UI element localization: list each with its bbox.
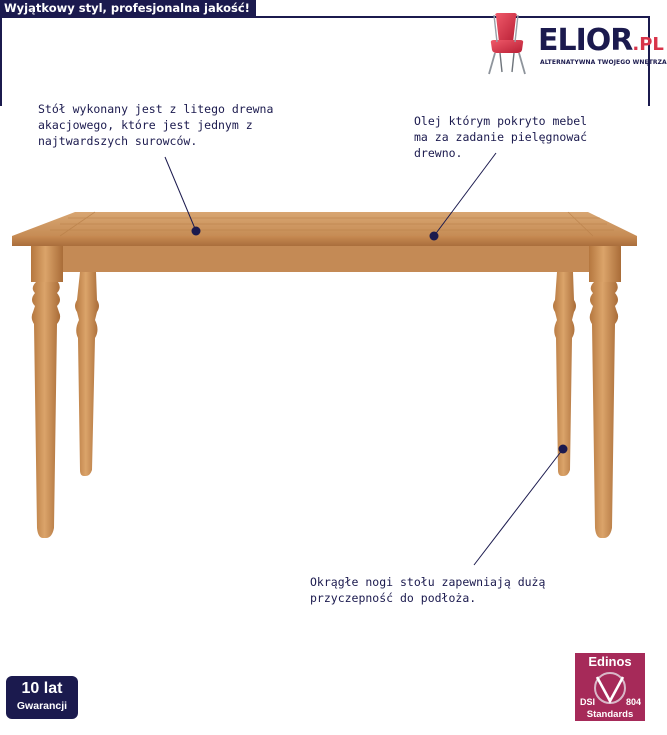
front-leg-left — [31, 246, 63, 538]
tagline: Wyjątkowy styl, profesjonalna jakość! — [0, 0, 256, 17]
edinos-dsi: DSI — [580, 697, 596, 707]
callout-line-legs — [474, 449, 563, 565]
front-leg-right — [589, 246, 621, 538]
edinos-badge — [575, 653, 645, 721]
callout-dot-oil — [430, 232, 439, 241]
annotation-solid-wood: Stół wykonany jest z litego drewna akacjowego, które jest jednym z najtwardszych surowców. — [38, 102, 274, 148]
annotation-oil-finish: Olej którym pokryto mebel ma za zadanie pielęgnować drewno. — [414, 114, 588, 160]
warranty-years: 10 lat — [21, 680, 63, 697]
callout-dot-wood — [192, 227, 201, 236]
callout-dot-legs — [559, 445, 568, 454]
warranty-badge — [6, 676, 78, 719]
edinos-standards: Standards — [586, 709, 634, 720]
warranty-label: Gwarancji — [16, 700, 68, 712]
back-leg-left — [75, 272, 99, 476]
logo-wordmark: ELIOR.PL — [538, 23, 664, 58]
edinos-brand: Edinos — [588, 654, 632, 669]
edinos-number: 804 — [625, 697, 641, 707]
checkmark-icon — [591, 671, 629, 705]
annotation-round-legs: Okrągłe nogi stołu zapewniają dużą przyczepność do podłoża. — [310, 575, 546, 605]
logo-subtitle: ALTERNATYWNA TWOJEGO WNĘTRZA — [540, 59, 667, 66]
